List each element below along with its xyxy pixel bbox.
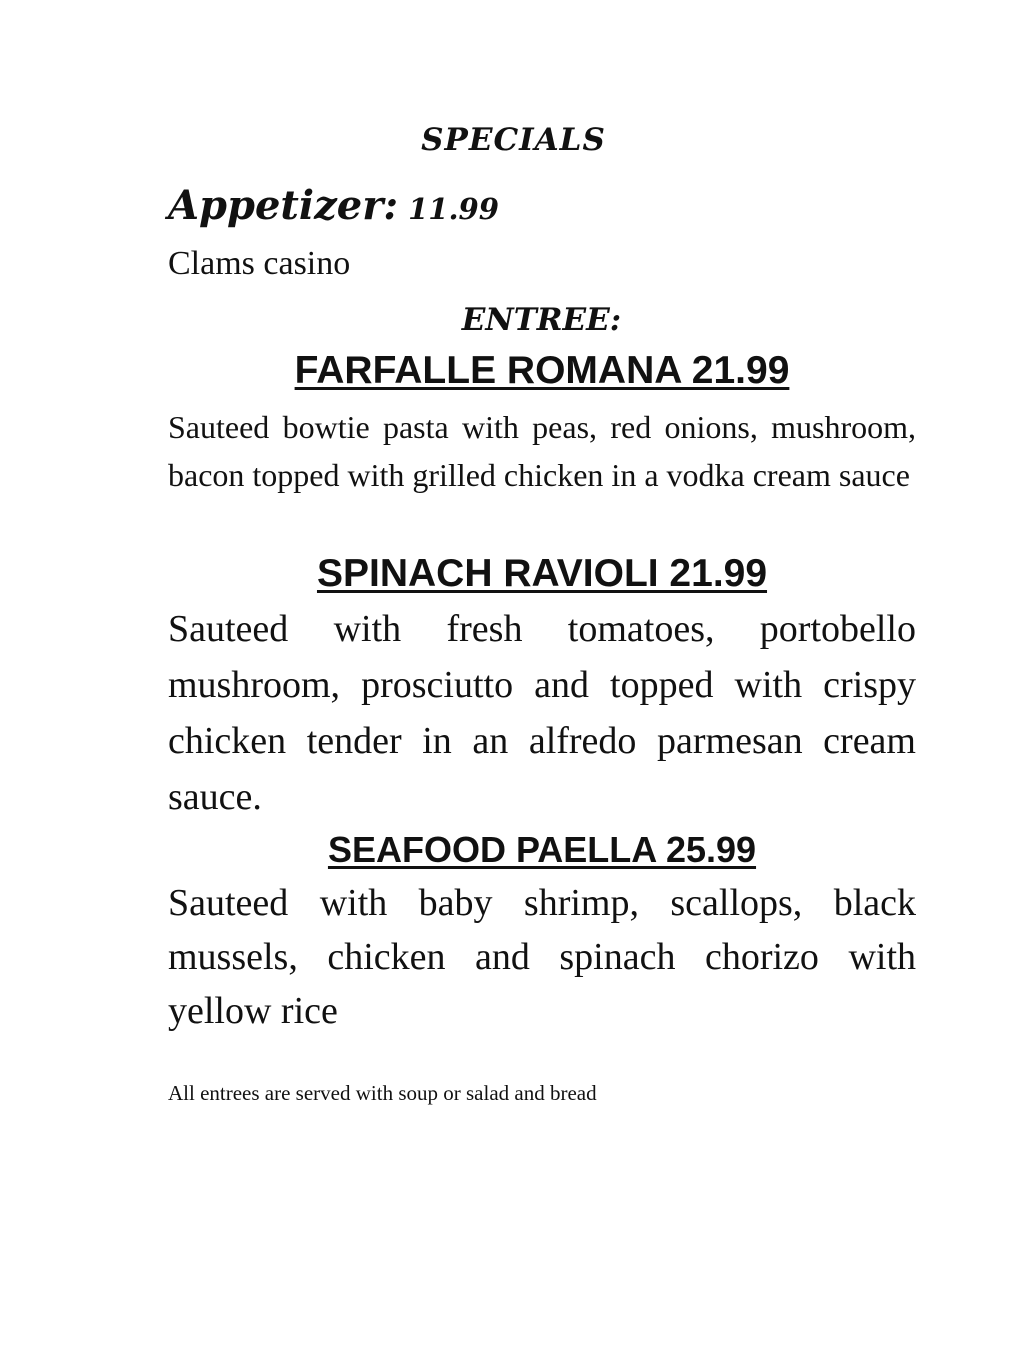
dish-title-farfalle-romana: FARFALLE ROMANA 21.99: [294, 349, 790, 392]
specials-heading: SPECIALS: [421, 122, 606, 158]
dish-description-spinach-ravioli: Sauteed with fresh tomatoes, portobello mushroom, prosciutto and topped with crispy chicken tender in an alfredo parmesan cream sauce.: [168, 608, 916, 818]
entree-heading: ENTREE:: [461, 302, 622, 338]
dish-title-seafood-paella: SEAFOOD PAELLA 25.99: [327, 829, 757, 870]
appetizer-description: Clams casino: [168, 245, 351, 282]
dish-title-spinach-ravioli: SPINACH RAVIOLI 21.99: [316, 552, 768, 595]
appetizer-price: 11.99: [408, 192, 499, 226]
dish-description-seafood-paella: Sauteed with baby shrimp, scallops, black mussels, chicken and spinach chorizo with yellow rice: [168, 882, 916, 1032]
appetizer-label: Appetizer:: [168, 182, 399, 229]
appetizer-line: [168, 182, 499, 229]
dish-description-farfalle-romana: Sauteed bowtie pasta with peas, red onions, mushroom, bacon topped with grilled chicken in a vodka cream sauce: [168, 409, 916, 493]
footer-note: All entrees are served with soup or salad and bread: [168, 1081, 597, 1105]
